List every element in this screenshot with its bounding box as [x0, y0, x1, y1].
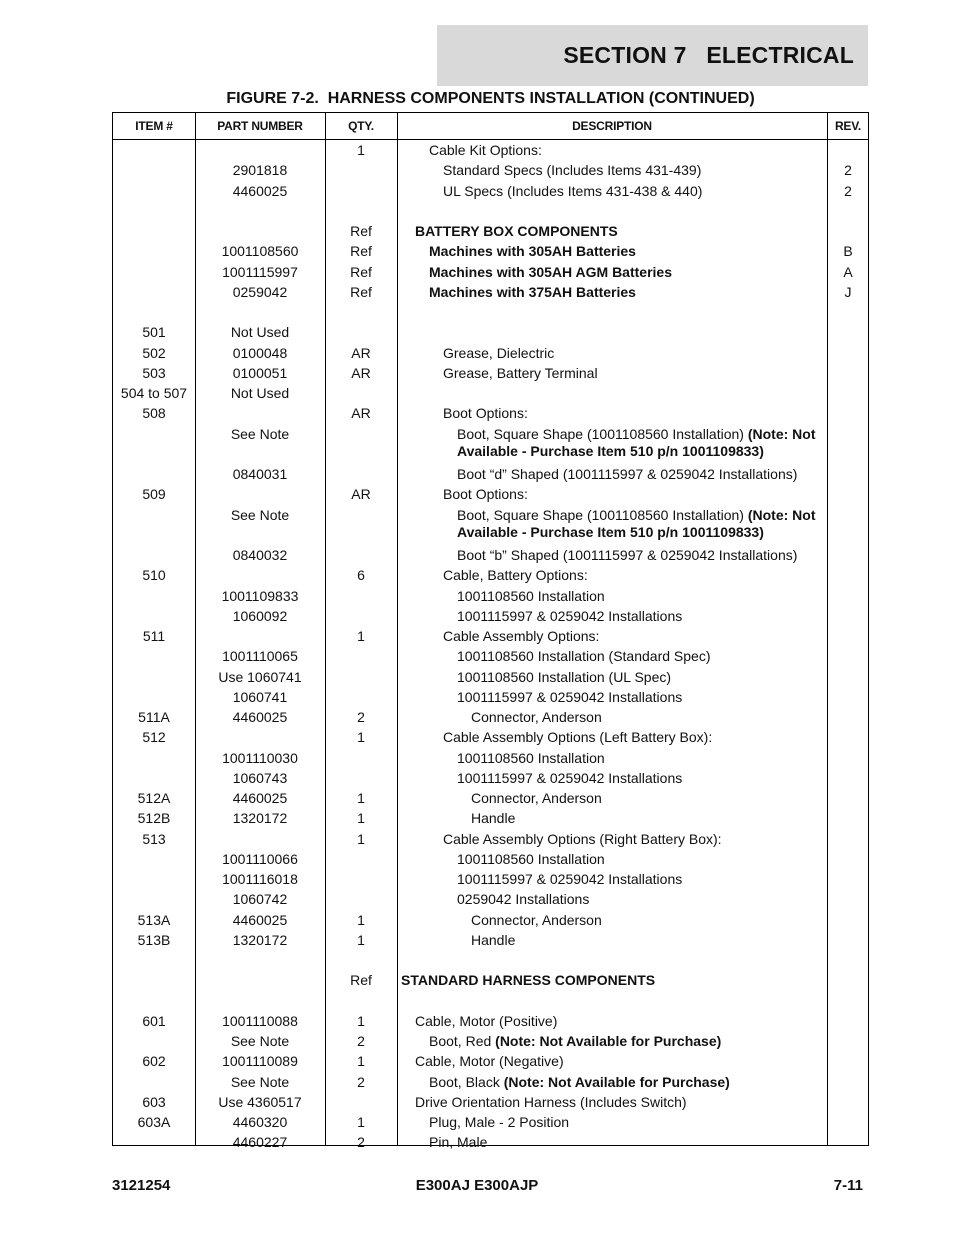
description-text: Cable Kit Options: [429, 142, 542, 158]
footer-page-number: 7-11 [833, 1177, 863, 1194]
part-number: Not Used [230, 385, 290, 401]
table-row [113, 464, 868, 484]
description-text: Boot Options: [443, 405, 528, 422]
part-number: 0840031 [232, 466, 288, 482]
description [397, 790, 821, 807]
part-number: 1060741 [232, 688, 288, 705]
description [397, 831, 821, 848]
description [397, 507, 821, 541]
description-text: Handle [471, 810, 516, 827]
item-number: 513A [137, 911, 171, 928]
part-number: 1001110088 [222, 1012, 298, 1029]
description-note: (Note: Not Available for Purchase) [503, 1073, 730, 1090]
description-text: Boot “d” Shaped (1001115997 & 0259042 Installations) [457, 466, 798, 482]
table-row [113, 626, 868, 646]
description-text: Machines with 305AH AGM Batteries [429, 263, 672, 280]
quantity: Ref [350, 283, 372, 300]
table-row [113, 768, 868, 788]
description-text: Machines with 305AH Batteries [429, 243, 636, 260]
description [397, 588, 821, 605]
description-text: Grease, Battery Terminal [443, 364, 598, 381]
description [397, 972, 821, 989]
table-row [113, 1092, 868, 1112]
description-text: Cable, Motor (Negative) [415, 1053, 564, 1070]
description [397, 729, 821, 746]
part-number: 4460320 [232, 1114, 288, 1130]
description [397, 365, 821, 382]
table-row [113, 322, 868, 342]
description [397, 770, 821, 787]
description [397, 183, 821, 200]
quantity: Ref [350, 972, 372, 989]
description-text: 1001115997 & 0259042 Installations [457, 688, 683, 705]
item-number: 601 [142, 1012, 166, 1029]
table-row [113, 363, 868, 383]
part-number: 4460227 [232, 1134, 288, 1151]
part-number: 0259042 [232, 283, 288, 300]
table-row [113, 262, 868, 282]
description-text: Boot, Square Shape (1001108560 Installation) [457, 506, 748, 523]
header-qty: QTY. [348, 119, 374, 133]
quantity: 2 [357, 1033, 365, 1049]
part-number: See Note [230, 1033, 290, 1049]
description [397, 567, 821, 584]
table-row [113, 1011, 868, 1031]
item-number: 512A [137, 790, 171, 806]
footer-document-number: 3121254 [112, 1177, 171, 1194]
description [397, 1013, 821, 1030]
parts-table [112, 112, 869, 1151]
description-text: 1001115997 & 0259042 Installations [457, 607, 683, 624]
quantity: 1 [357, 931, 365, 948]
table-row [113, 687, 868, 707]
table-row [113, 484, 868, 504]
part-number: 1001116018 [222, 871, 298, 887]
item-number: 502 [142, 344, 166, 361]
description-text: STANDARD HARNESS COMPONENTS [401, 972, 656, 989]
table-row [113, 424, 868, 465]
description [397, 669, 821, 686]
description [397, 709, 821, 726]
description [397, 871, 821, 888]
part-number: 1060092 [232, 607, 288, 624]
item-number: 508 [142, 405, 166, 422]
item-number: 512B [137, 810, 171, 827]
part-number: 0840032 [232, 547, 288, 563]
part-number: 4460025 [232, 911, 288, 928]
table-row [113, 565, 868, 585]
table-row [113, 748, 868, 768]
table-row [113, 181, 868, 201]
description [397, 750, 821, 767]
description [397, 1114, 821, 1131]
description-text: Boot “b” Shaped (1001115997 & 0259042 Installations) [457, 547, 798, 563]
description [397, 912, 821, 929]
description-text: Pin, Male [429, 1134, 488, 1151]
table-row [113, 829, 868, 849]
part-number: 4460025 [232, 182, 288, 199]
description-text: Cable, Battery Options: [443, 567, 588, 584]
table-row [113, 869, 868, 889]
part-number: Use 4360517 [218, 1093, 302, 1110]
part-number: See Note [230, 1073, 290, 1090]
table-row [113, 910, 868, 930]
header-item: ITEM # [135, 119, 173, 133]
description-text: 1001108560 Installation (Standard Spec) [457, 648, 711, 665]
table-row [113, 140, 868, 160]
part-number: 4460025 [232, 709, 288, 725]
item-number: 512 [142, 729, 166, 746]
item-number: 511A [138, 709, 170, 725]
quantity: 1 [357, 810, 365, 827]
table-row [113, 1031, 868, 1051]
part-number: See Note [230, 506, 290, 523]
part-number: 0100048 [232, 344, 288, 361]
quantity: Ref [350, 263, 372, 280]
revision: J [844, 283, 852, 300]
table-row [113, 1112, 868, 1132]
description [397, 608, 821, 625]
item-number: 603A [137, 1114, 171, 1130]
description [397, 810, 821, 827]
description-text: Boot, Black [429, 1073, 504, 1090]
description [397, 648, 821, 665]
part-number: 1001109833 [221, 587, 299, 604]
description-text: Machines with 375AH Batteries [429, 283, 636, 300]
description-note: (Note: Not Available - Purchase Item 510 p/n 1001109833) [457, 425, 816, 459]
description [397, 689, 821, 706]
description-text: 1001108560 Installation [457, 749, 605, 766]
quantity: 1 [357, 911, 365, 928]
item-number: 513B [137, 931, 171, 948]
table-row [113, 667, 868, 687]
header-part-number: PART NUMBER [217, 119, 303, 133]
description [397, 162, 821, 179]
part-number: See Note [230, 425, 290, 442]
description-text: Connector, Anderson [471, 790, 602, 806]
quantity: AR [351, 486, 371, 503]
description [397, 891, 821, 908]
quantity: AR [351, 364, 371, 381]
figure-title: FIGURE 7-2. HARNESS COMPONENTS INSTALLATION (CONTINUED) [226, 90, 755, 107]
description-text: Cable, Motor (Positive) [415, 1012, 558, 1029]
table-row [113, 889, 868, 909]
table-row [113, 970, 868, 990]
footer-model: E300AJ E300AJP [415, 1177, 539, 1194]
description-text: 1001115997 & 0259042 Installations [457, 769, 683, 786]
part-number: 4460025 [232, 790, 288, 806]
description-text: Boot, Red [429, 1033, 496, 1049]
description-text: Plug, Male - 2 Position [429, 1114, 570, 1130]
quantity: Ref [350, 243, 372, 260]
table-row [113, 991, 868, 1011]
part-number: 1001115997 [222, 263, 298, 280]
description [397, 264, 821, 281]
quantity: Ref [350, 223, 372, 239]
table-row [113, 383, 868, 403]
description-text: Cable Assembly Options (Left Battery Box): [443, 729, 713, 746]
description-text: 0259042 Installations [457, 891, 590, 908]
part-number: 1001110030 [222, 749, 298, 766]
description-text: 1001108560 Installation (UL Spec) [457, 668, 672, 685]
item-number: 511 [142, 628, 166, 644]
description-text: UL Specs (Includes Items 431-438 & 440) [443, 182, 703, 199]
quantity: 1 [357, 142, 365, 158]
description-text: Cable Assembly Options (Right Battery Box): [443, 830, 722, 847]
description-text: Drive Orientation Harness (Includes Switch) [415, 1093, 687, 1110]
description [397, 284, 821, 301]
quantity: AR [351, 405, 371, 422]
table-row [113, 343, 868, 363]
part-number: 1001108560 [221, 243, 299, 260]
table-row [113, 950, 868, 970]
part-number: 1001110089 [222, 1053, 298, 1070]
description [397, 932, 821, 949]
description-text: Connector, Anderson [471, 709, 602, 725]
table-row [113, 808, 868, 828]
item-number: 510 [142, 567, 166, 584]
quantity: 1 [357, 1012, 365, 1029]
table-row [113, 646, 868, 666]
table-row [113, 788, 868, 808]
description-text: Boot Options: [443, 486, 528, 503]
table-row [113, 505, 868, 546]
quantity: 1 [357, 830, 365, 847]
description-text: 1001108560 Installation [457, 850, 605, 867]
description [397, 1053, 821, 1070]
table-row [113, 606, 868, 626]
table-row [113, 586, 868, 606]
part-number: 1060742 [232, 891, 288, 908]
description [397, 345, 821, 362]
table-row [113, 727, 868, 747]
description-note: (Note: Not Available - Purchase Item 510 p/n 1001109833) [457, 506, 816, 540]
description [397, 1033, 821, 1050]
table-row [113, 221, 868, 241]
quantity: 6 [357, 567, 365, 584]
part-number: 1001110065 [222, 648, 298, 665]
table-row [113, 1051, 868, 1071]
part-number: 1060743 [232, 769, 288, 786]
table-row [113, 930, 868, 950]
table-row [113, 1132, 868, 1152]
quantity: 2 [357, 709, 365, 725]
part-number: 0100051 [232, 364, 288, 381]
quantity: 2 [357, 1073, 365, 1090]
description [397, 628, 821, 645]
header-rev: REV. [834, 119, 862, 133]
description [397, 405, 821, 422]
item-number: 504 to 507 [120, 385, 188, 401]
description-text: Cable Assembly Options: [443, 628, 600, 644]
table-row [113, 1072, 868, 1092]
table-row [113, 545, 868, 565]
part-number: 2901818 [232, 162, 288, 179]
table-row [113, 160, 868, 180]
section-banner: SECTION 7 ELECTRICAL [437, 25, 868, 86]
revision: 2 [844, 162, 852, 179]
quantity: 1 [357, 729, 365, 746]
quantity: 1 [357, 790, 365, 806]
description [397, 223, 821, 240]
description [397, 486, 821, 503]
description [397, 142, 821, 159]
description [397, 1134, 821, 1151]
header-description: DESCRIPTION [572, 119, 652, 133]
description [397, 243, 821, 260]
table-row [113, 241, 868, 261]
quantity: 1 [357, 1053, 365, 1070]
description [397, 1074, 821, 1091]
description [397, 1094, 821, 1111]
part-number: Not Used [230, 324, 290, 341]
description-text: Standard Specs (Includes Items 431-439) [443, 162, 702, 179]
part-number: 1320172 [232, 931, 288, 948]
table-row [113, 707, 868, 727]
revision: B [843, 243, 853, 260]
table-row [113, 282, 868, 302]
description-text: BATTERY BOX COMPONENTS [415, 223, 618, 239]
quantity: 2 [357, 1134, 365, 1151]
quantity: 1 [357, 628, 365, 644]
part-number: 1320172 [232, 810, 288, 827]
description [397, 851, 821, 868]
quantity: AR [351, 344, 371, 361]
item-number: 509 [142, 486, 166, 503]
table-row [113, 302, 868, 322]
description-text: Boot, Square Shape (1001108560 Installation) [457, 425, 748, 442]
item-number: 501 [142, 324, 166, 341]
item-number: 503 [142, 364, 166, 381]
description [397, 547, 821, 564]
item-number: 602 [142, 1053, 166, 1070]
revision: A [843, 263, 853, 280]
description-text: Handle [471, 931, 516, 948]
quantity: 1 [357, 1114, 365, 1130]
table-row [113, 403, 868, 423]
description-text: 1001115997 & 0259042 Installations [457, 871, 683, 887]
description-text: 1001108560 Installation [457, 587, 605, 604]
description-text: Grease, Dielectric [443, 344, 555, 361]
description [397, 426, 821, 460]
revision: 2 [844, 182, 852, 199]
item-number: 513 [142, 830, 166, 847]
table-row [113, 201, 868, 221]
part-number: Use 1060741 [218, 668, 302, 685]
table-row [113, 849, 868, 869]
part-number: 1001110066 [222, 850, 298, 867]
description [397, 466, 821, 483]
item-number: 603 [142, 1093, 166, 1110]
description-note: (Note: Not Available for Purchase) [495, 1033, 722, 1049]
description-text: Connector, Anderson [471, 911, 602, 928]
